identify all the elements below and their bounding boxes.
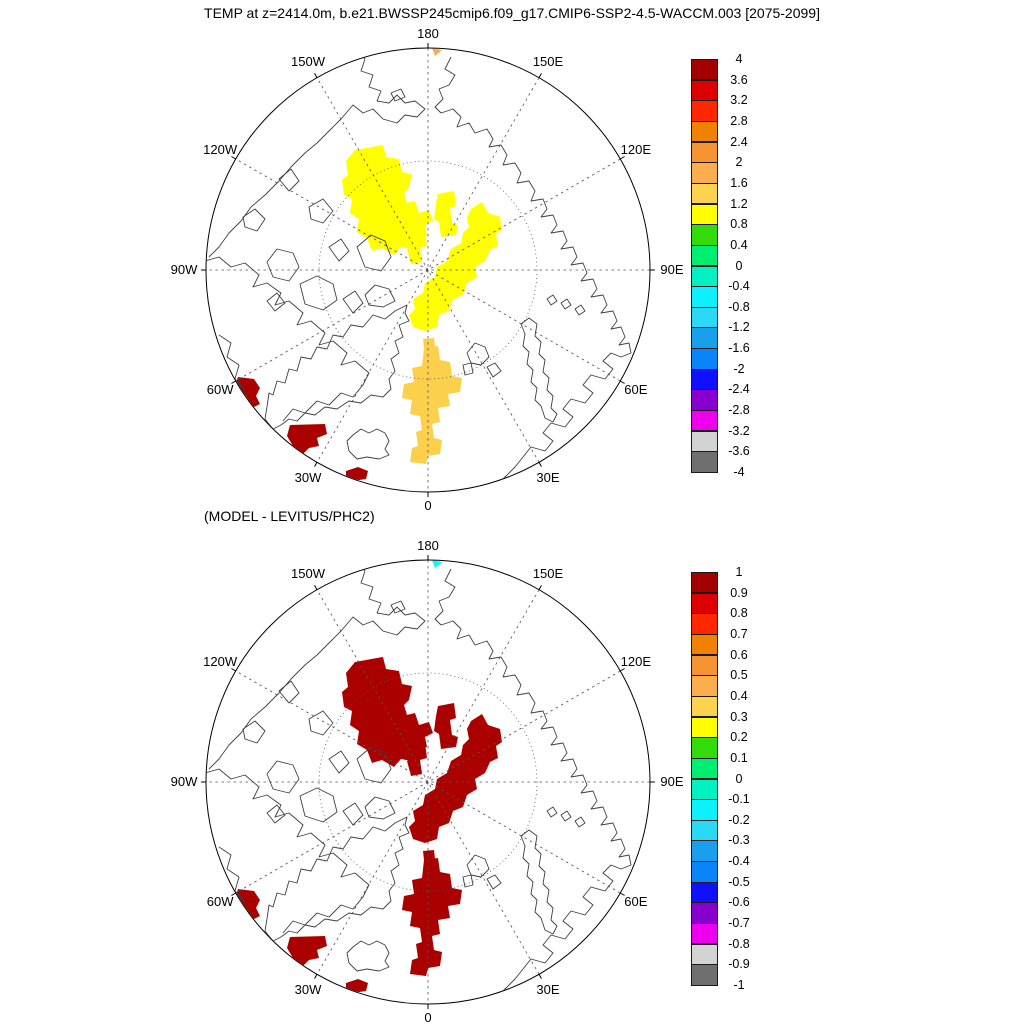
map-figure	[205, 559, 651, 1005]
coastline	[265, 305, 409, 429]
colorbar-cell	[691, 224, 718, 245]
colorbar-cell	[691, 389, 718, 410]
colorbar-tick-label: -0.5	[728, 874, 750, 889]
colorbar-tick-label: 0.6	[730, 647, 748, 662]
colorbar-tick-label: 0	[735, 771, 743, 786]
colorbar-cell	[691, 593, 718, 614]
colorbar-tick-label: -1	[733, 978, 745, 992]
colorbar-tick-label: 0.9	[730, 585, 748, 600]
coastline	[575, 817, 585, 827]
coastline	[347, 429, 389, 459]
colorbar-tick-label: 2	[735, 155, 743, 170]
colorbar-tick-label: 0.8	[730, 606, 748, 621]
anomaly-patch-topdot	[432, 48, 442, 56]
colorbar-tick-label: 1	[735, 565, 743, 579]
colorbar-cell	[691, 307, 718, 328]
colorbar-cell	[691, 266, 718, 287]
coastline	[463, 875, 473, 887]
lon-label-60E: 60E	[624, 382, 648, 397]
colorbar-tick-label: 0.5	[730, 668, 748, 683]
colorbar-tick-label: 0.4	[730, 688, 748, 703]
anomaly-patch-H	[346, 979, 368, 993]
lon-label-30W: 30W	[294, 469, 322, 485]
colorbar-cell	[691, 944, 718, 965]
polar-map-bottom	[170, 538, 684, 1024]
colorbar-tick-label: -0.1	[728, 792, 750, 807]
lon-label-30W: 30W	[294, 981, 322, 997]
colorbar-cell	[691, 183, 718, 204]
colorbar-cell	[691, 80, 718, 101]
colorbar-cell	[691, 634, 718, 655]
coastline	[521, 318, 557, 422]
lon-label-90W: 90W	[170, 774, 198, 789]
colorbar-tick-label: -3.2	[728, 423, 750, 438]
lon-label-150W: 150W	[291, 54, 325, 70]
colorbar-cell	[691, 696, 718, 717]
lon-tick	[315, 462, 318, 466]
anomaly-patch-G	[287, 424, 327, 456]
anomaly-patch-E	[402, 858, 462, 976]
lon-label-180: 180	[417, 26, 439, 41]
colorbar-tick-label: 0.1	[730, 750, 748, 765]
colorbar-tick-label: 3.2	[730, 93, 748, 108]
coastline	[547, 295, 557, 305]
colorbar-cell	[691, 902, 718, 923]
colorbar-tick-label: 0.7	[730, 626, 748, 641]
coastline	[347, 941, 389, 971]
colorbar-cell	[691, 245, 718, 266]
colorbar-tick-label: -2	[733, 361, 745, 376]
colorbar-tick-label: -0.8	[728, 299, 750, 314]
plot-subtitle: (MODEL - LEVITUS/PHC2)	[204, 508, 375, 524]
coastline	[279, 681, 299, 703]
coastline	[463, 363, 473, 375]
colorbar-tick-label: -3.6	[728, 444, 750, 459]
anomaly-patch-dot1	[423, 338, 435, 348]
colorbar-tick-label: 2.8	[730, 113, 748, 128]
anomaly-patch-H	[346, 467, 368, 481]
colorbar-tick-label: 0	[735, 258, 743, 273]
coastline	[467, 343, 489, 365]
coastline	[329, 239, 349, 261]
lon-label-150E: 150E	[532, 54, 564, 70]
colorbar-tick-label: -2.8	[728, 403, 750, 418]
colorbar-cell	[691, 923, 718, 944]
colorbar-tick-label: -0.9	[728, 957, 750, 972]
colorbar-tick-label: 1.2	[730, 196, 748, 211]
colorbar-tick-label: -0.3	[728, 833, 750, 848]
lon-tick	[315, 974, 318, 978]
lon-tick	[539, 585, 542, 589]
colorbar-cell	[691, 121, 718, 142]
anomaly-patch-G	[287, 936, 327, 968]
colorbar-tick-label: 1.6	[730, 175, 748, 190]
colorbar-cell	[691, 779, 718, 800]
colorbar-tick-label: 3.6	[730, 72, 748, 87]
lon-label-90W: 90W	[170, 262, 198, 277]
lon-tick	[539, 974, 542, 978]
lon-label-120W: 120W	[203, 654, 238, 669]
coastline	[309, 199, 333, 223]
coastline	[547, 807, 557, 817]
lon-label-90E: 90E	[660, 262, 684, 277]
coastline	[561, 811, 571, 821]
lon-label-180: 180	[417, 538, 439, 553]
colorbar-cell	[691, 431, 718, 452]
colorbar-tick-label: 0.2	[730, 730, 748, 745]
lon-tick	[315, 585, 318, 589]
anomaly-patch-C	[434, 703, 458, 749]
anomaly-patch-C	[434, 191, 458, 237]
map-figure	[205, 47, 651, 493]
coastline	[309, 711, 333, 735]
coastline	[243, 721, 265, 743]
colorbar-top	[691, 52, 763, 489]
colorbar-tick-label: 0.4	[730, 237, 748, 252]
coastline	[329, 751, 349, 773]
colorbar-tick-label: 4	[735, 52, 743, 66]
lon-label-150W: 150W	[291, 566, 325, 582]
lon-label-90E: 90E	[660, 774, 684, 789]
colorbar-cell	[691, 142, 718, 163]
colorbar-cell	[691, 369, 718, 390]
colorbar-tick-label: -0.2	[728, 812, 750, 827]
lon-label-0: 0	[424, 498, 432, 513]
colorbar-tick-label: -1.6	[728, 341, 750, 356]
lon-label-0: 0	[424, 1010, 432, 1024]
lon-tick	[539, 73, 542, 77]
colorbar-tick-label: -0.8	[728, 936, 750, 951]
coastline	[279, 169, 299, 191]
colorbar-cell	[691, 613, 718, 634]
colorbar-tick-label: 2.4	[730, 134, 748, 149]
colorbar-tick-label: -0.4	[728, 854, 750, 869]
colorbar-cell	[691, 882, 718, 903]
lon-label-60E: 60E	[624, 894, 648, 909]
colorbar-cell	[691, 100, 718, 121]
anomaly-patch-F2	[250, 930, 262, 942]
lon-label-150E: 150E	[532, 566, 564, 582]
coastline	[300, 788, 337, 822]
colorbar-cell	[691, 861, 718, 882]
plot-title: TEMP at z=2414.0m, b.e21.BWSSP245cmip6.f09_g17.CMIP6-SSP2-4.5-WACCM.003 [2075-2099]	[204, 5, 820, 21]
coastline	[521, 830, 557, 934]
colorbar-cell	[691, 327, 718, 348]
anomaly-patch-E	[402, 346, 462, 464]
colorbar-bottom	[691, 565, 763, 1002]
anomaly-patch-topdot	[432, 560, 442, 568]
lon-label-60W: 60W	[206, 382, 234, 397]
colorbar-cell	[691, 717, 718, 738]
coastline	[487, 875, 501, 889]
colorbar-cell	[691, 737, 718, 758]
coastline	[265, 817, 409, 941]
lon-label-120E: 120E	[620, 654, 652, 669]
anomaly-patch-dot1	[423, 850, 435, 860]
colorbar-cell	[691, 655, 718, 676]
colorbar-tick-label: 0.8	[730, 217, 748, 232]
colorbar-cell	[691, 162, 718, 183]
coastline	[487, 363, 501, 377]
lon-label-120E: 120E	[620, 142, 652, 157]
colorbar-cell	[691, 964, 718, 985]
lon-label-30E: 30E	[536, 469, 560, 485]
colorbar-cell	[691, 799, 718, 820]
coastline	[267, 761, 299, 793]
colorbar-tick-label: -1.2	[728, 320, 750, 335]
coastline	[467, 855, 489, 877]
lon-tick	[315, 73, 318, 77]
colorbar-cell	[691, 758, 718, 779]
lon-tick	[539, 462, 542, 466]
colorbar-cell	[691, 204, 718, 225]
colorbar-tick-label: 0.3	[730, 709, 748, 724]
colorbar-cell	[691, 675, 718, 696]
colorbar-tick-label: -0.7	[728, 916, 750, 931]
colorbar-cell	[691, 348, 718, 369]
coastline	[243, 209, 265, 231]
coastline	[300, 276, 337, 310]
colorbar-cell	[691, 840, 718, 861]
colorbar-cell	[691, 451, 718, 472]
colorbar-cell	[691, 410, 718, 431]
coastline	[267, 249, 299, 281]
lon-label-120W: 120W	[203, 142, 238, 157]
colorbar-tick-label: -0.4	[728, 279, 750, 294]
colorbar-tick-label: -2.4	[728, 382, 750, 397]
polar-map-top	[170, 26, 684, 513]
coastline	[561, 299, 571, 309]
colorbar-cell	[691, 572, 718, 593]
colorbar-cell	[691, 820, 718, 841]
colorbar-cell	[691, 59, 718, 80]
lon-label-60W: 60W	[206, 894, 234, 909]
colorbar-tick-label: -0.6	[728, 895, 750, 910]
anomaly-patch-F2	[250, 418, 262, 430]
colorbar-tick-label: -4	[733, 465, 745, 479]
colorbar-cell	[691, 286, 718, 307]
coastline	[575, 305, 585, 315]
lon-label-30E: 30E	[536, 981, 560, 997]
